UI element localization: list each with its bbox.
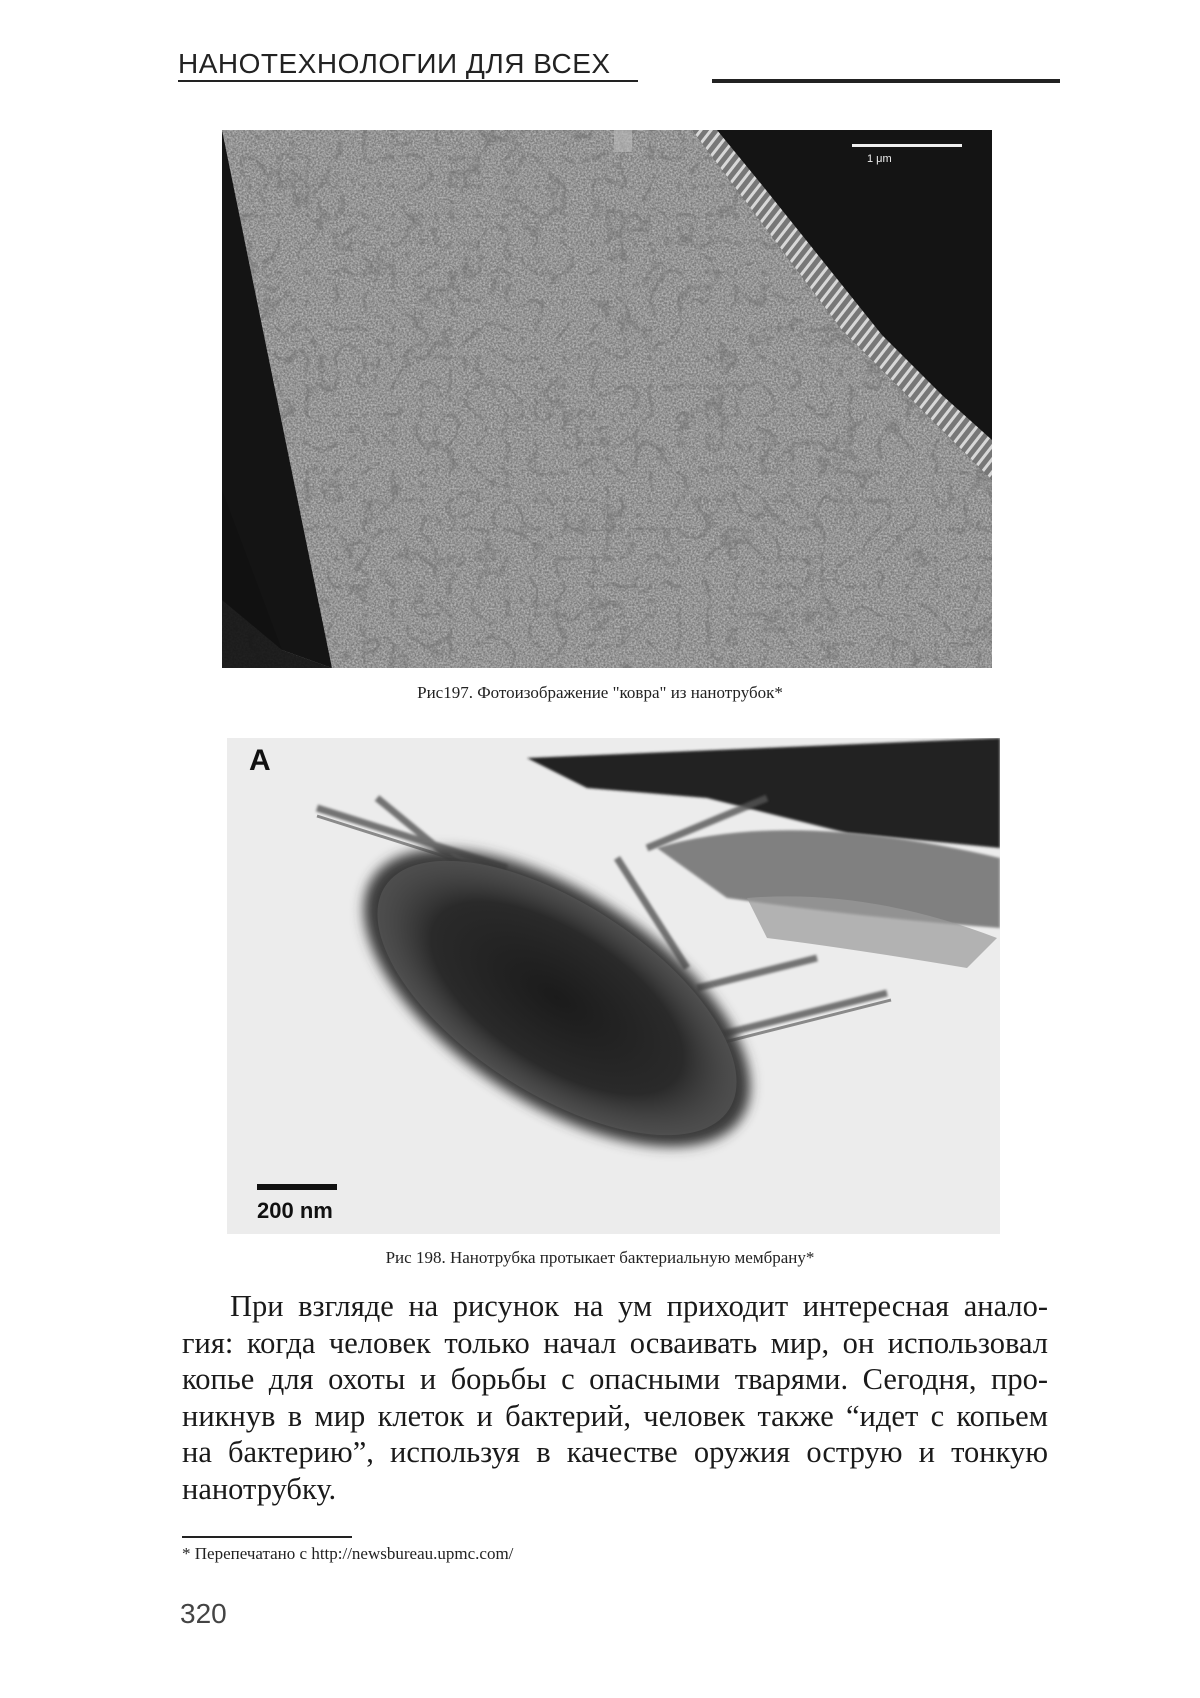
running-title: НАНОТЕХНОЛОГИИ ДЛЯ ВСЕХ [178, 48, 611, 79]
figure-197-sem-photo [222, 130, 992, 668]
sem-photo-illustration [222, 130, 992, 668]
body-paragraph [182, 1288, 1048, 1508]
figure-198-caption: Рис 198. Нанотрубка протыкает бактериальную мембрану* [385, 1248, 815, 1267]
footnote: * Перепечатано с http://newsbureau.upmc.com/ [182, 1544, 514, 1563]
body-line: копье для охоты и борьбы с опасными тварями. Сегодня, про- [182, 1362, 1048, 1397]
scale-bar-197 [852, 144, 962, 147]
footnote-rule [182, 1536, 352, 1538]
tem-photo-illustration [227, 738, 1000, 1234]
panel-letter: A [249, 744, 271, 777]
body-line: При взгляде на рисунок на ум приходит интересная анало- [230, 1289, 1048, 1323]
scale-label-197: 1 μm [867, 153, 892, 165]
scale-bar-198 [257, 1184, 337, 1190]
body-line: на бактерию”, используя в качестве оружия острую и тонкую [182, 1435, 1048, 1470]
body-line: никнув в мир клеток и бактерий, человек также “идет с копьем [182, 1398, 1048, 1433]
body-line: гия: когда человек только начал осваивать мир, он использовал [182, 1325, 1048, 1360]
header-rule-left [178, 80, 638, 82]
figure-197-caption: Рис197. Фотоизображение "ковра" из нанотрубок* [417, 683, 783, 702]
body-line: нанотрубку. [182, 1471, 337, 1506]
page-number: 320 [180, 1598, 227, 1629]
figure-198-tem-photo [227, 738, 1000, 1234]
header-rule-right [712, 79, 1060, 83]
scale-label-198: 200 nm [257, 1198, 333, 1223]
